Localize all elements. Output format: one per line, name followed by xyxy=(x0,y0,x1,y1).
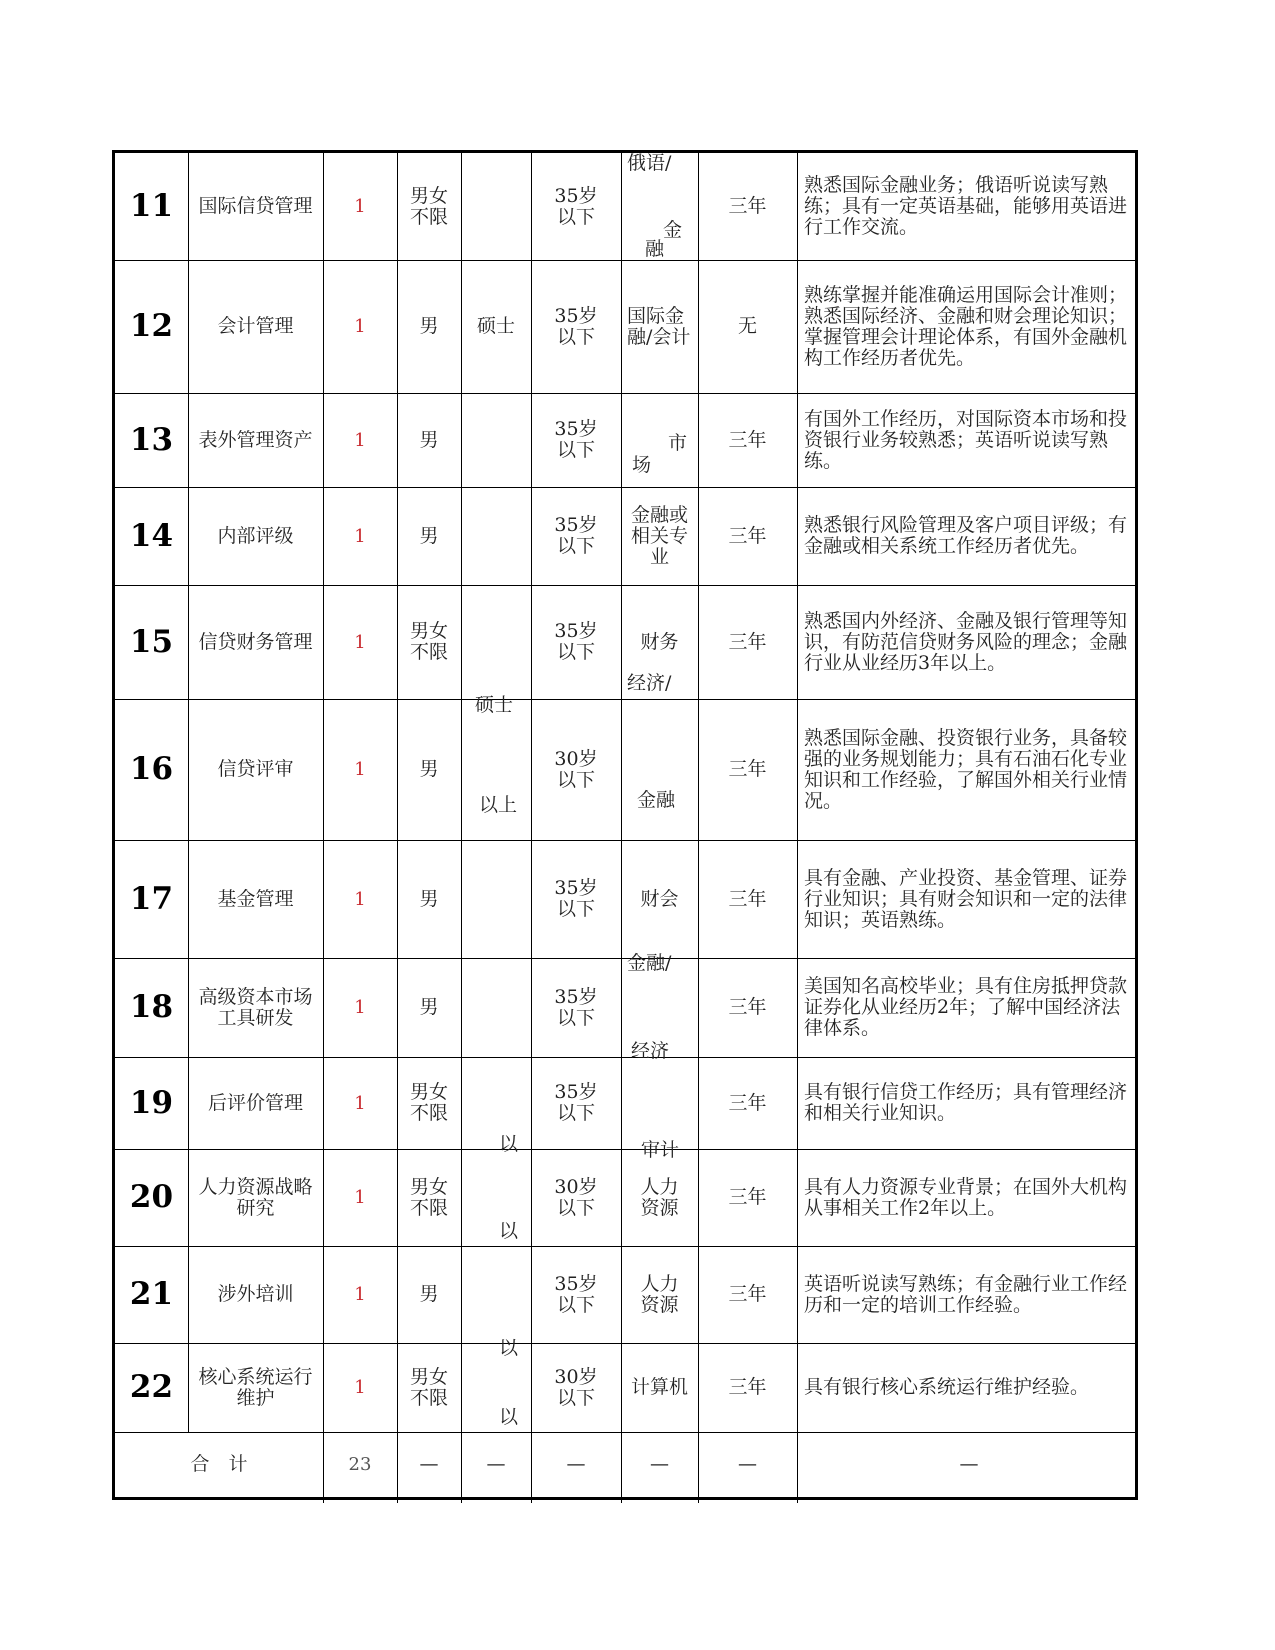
major-fragment: 金 xyxy=(663,219,683,241)
total-label: 合 计 xyxy=(190,1453,248,1475)
total-count: 23 xyxy=(348,1454,372,1475)
row-number: 20 xyxy=(129,1179,174,1215)
headcount: 1 xyxy=(354,1284,366,1305)
age-limit: 35岁以下 xyxy=(554,1272,598,1316)
requirements: 熟悉国内外经济、金融及银行管理等知识，有防范信贷财务风险的理念；金融行业从业经历3年以上。 xyxy=(804,609,1128,674)
row-number: 16 xyxy=(129,751,174,787)
row-number: 19 xyxy=(129,1084,174,1121)
headcount: 1 xyxy=(354,525,366,547)
age-limit: 35岁以下 xyxy=(554,985,598,1029)
total-major: — xyxy=(650,1453,669,1475)
requirements: 熟练掌握并能准确运用国际会计准则；熟悉国际经济、金融和财会理论知识；掌握管理会计理论体系，有国外金融机构工作经历者优先。 xyxy=(804,283,1128,369)
requirements: 具有金融、产业投资、基金管理、证券行业知识；具有财会知识和一定的法律知识；英语熟练。 xyxy=(804,866,1128,931)
major: 人力资源 xyxy=(640,1272,679,1316)
position-name: 人力资源战略研究 xyxy=(198,1175,313,1219)
headcount: 1 xyxy=(354,1187,366,1208)
major: 人力资源 xyxy=(640,1175,679,1219)
position-name: 信贷财务管理 xyxy=(198,630,313,653)
major-fragment: 市 xyxy=(668,432,688,454)
row-number: 15 xyxy=(129,623,174,660)
gender: 男 xyxy=(419,996,439,1018)
experience: 三年 xyxy=(728,630,767,653)
total-requirements: — xyxy=(959,1453,979,1475)
major: 国际金融/会计 xyxy=(627,304,691,348)
experience: 三年 xyxy=(728,1376,767,1398)
gender: 男女不限 xyxy=(409,1081,448,1124)
education-fragment: 以 xyxy=(499,1133,519,1155)
row-number: 11 xyxy=(129,188,174,224)
row-number: 22 xyxy=(129,1369,174,1405)
gender: 男 xyxy=(419,428,439,451)
headcount: 1 xyxy=(354,1092,366,1114)
position-name: 基金管理 xyxy=(217,887,294,910)
experience: 三年 xyxy=(728,428,767,451)
requirements: 熟悉国际金融、投资银行业务，具备较强的业务规划能力；具有石油石化专业知识和工作经验，了解国外相关行业情况。 xyxy=(804,726,1128,812)
row-number: 14 xyxy=(129,517,174,554)
position-name: 国际信贷管理 xyxy=(198,195,313,217)
experience: 三年 xyxy=(728,758,767,780)
total-education: — xyxy=(486,1453,506,1475)
education-fragment: 以上 xyxy=(479,794,518,816)
age-limit: 35岁以下 xyxy=(554,1081,598,1124)
headcount: 1 xyxy=(354,1377,366,1398)
position-name: 信贷评审 xyxy=(217,758,294,780)
age-limit: 35岁以下 xyxy=(554,304,598,348)
headcount: 1 xyxy=(354,997,366,1018)
position-name: 内部评级 xyxy=(217,524,294,547)
experience: 无 xyxy=(737,315,757,337)
position-name: 表外管理资产 xyxy=(198,428,313,451)
headcount: 1 xyxy=(354,196,366,217)
position-name: 后评价管理 xyxy=(207,1091,303,1114)
gender: 男 xyxy=(419,758,439,780)
major: 金融或相关专业 xyxy=(630,503,688,568)
position-name: 核心系统运行维护 xyxy=(198,1365,313,1409)
total-gender: — xyxy=(419,1453,439,1475)
row-number: 18 xyxy=(129,989,174,1025)
gender: 男女不限 xyxy=(409,1175,448,1219)
requirements: 熟悉国际金融业务；俄语听说读写熟练；具有一定英语基础，能够用英语进行工作交流。 xyxy=(804,174,1128,238)
education-fragment: 以 xyxy=(499,1337,519,1359)
age-limit: 30岁以下 xyxy=(554,1365,598,1409)
position-name: 高级资本市场工具研发 xyxy=(198,985,313,1029)
gender: 男女不限 xyxy=(409,1365,448,1409)
headcount: 1 xyxy=(354,429,366,451)
gender: 男 xyxy=(419,315,439,337)
education: 硕士 xyxy=(476,315,515,337)
major: 计算机 xyxy=(630,1376,688,1398)
gender: 男 xyxy=(419,1283,439,1305)
experience: 三年 xyxy=(728,1283,767,1305)
age-limit: 35岁以下 xyxy=(554,877,598,920)
age-limit: 35岁以下 xyxy=(554,514,598,557)
row-number: 17 xyxy=(129,880,174,917)
major-fragment: 场 xyxy=(632,454,652,476)
gender: 男 xyxy=(419,887,439,910)
major-fragment: 俄语/ xyxy=(627,152,672,174)
education-fragment: 以 xyxy=(499,1406,519,1428)
position-name: 会计管理 xyxy=(217,315,294,337)
headcount: 1 xyxy=(354,759,366,780)
major-fragment: 融 xyxy=(645,238,665,260)
age-limit: 35岁以下 xyxy=(554,620,598,663)
gender: 男女不限 xyxy=(409,620,448,663)
gender: 男女不限 xyxy=(409,184,448,228)
major-fragment: 经济 xyxy=(631,1040,670,1062)
requirements: 具有银行核心系统运行维护经验。 xyxy=(804,1376,1090,1398)
requirements: 熟悉银行风险管理及客户项目评级；有金融或相关系统工作经历者优先。 xyxy=(804,514,1128,557)
requirements: 有国外工作经历，对国际资本市场和投资银行业务较熟悉；英语听说读写熟练。 xyxy=(804,407,1128,472)
major-fragment: 经济/ xyxy=(627,672,672,694)
major-fragment: 金融/ xyxy=(627,952,672,974)
age-limit: 30岁以下 xyxy=(554,1175,598,1219)
education-fragment: 以 xyxy=(499,1220,519,1242)
age-limit: 35岁以下 xyxy=(554,418,598,461)
age-limit: 30岁以下 xyxy=(554,747,598,791)
experience: 三年 xyxy=(728,1091,767,1114)
experience: 三年 xyxy=(728,524,767,547)
recruitment-table xyxy=(112,150,1138,1500)
major-fragment: 金融 xyxy=(637,789,676,811)
major: 财会 xyxy=(640,887,679,910)
headcount: 1 xyxy=(354,888,366,910)
headcount: 1 xyxy=(354,631,366,653)
headcount: 1 xyxy=(354,316,366,337)
major-fragment: 审计 xyxy=(641,1139,680,1161)
experience: 三年 xyxy=(728,996,767,1018)
total-age: — xyxy=(566,1453,586,1475)
position-name: 涉外培训 xyxy=(217,1283,294,1305)
requirements: 具有银行信贷工作经历；具有管理经济和相关行业知识。 xyxy=(804,1081,1128,1124)
education-fragment: 硕士 xyxy=(475,694,514,716)
experience: 三年 xyxy=(728,195,767,217)
total-experience: — xyxy=(738,1453,757,1475)
experience: 三年 xyxy=(728,1186,767,1208)
row-number: 13 xyxy=(129,421,174,458)
requirements: 美国知名高校毕业；具有住房抵押贷款证券化从业经历2年；了解中国经济法律体系。 xyxy=(804,975,1128,1039)
requirements: 英语听说读写熟练；有金融行业工作经历和一定的培训工作经验。 xyxy=(804,1272,1128,1316)
major: 财务 xyxy=(640,630,679,653)
age-limit: 35岁以下 xyxy=(554,184,598,228)
requirements: 具有人力资源专业背景；在国外大机构从事相关工作2年以上。 xyxy=(804,1175,1128,1219)
row-number: 21 xyxy=(129,1276,174,1312)
gender: 男 xyxy=(419,524,439,547)
row-number: 12 xyxy=(129,308,174,344)
experience: 三年 xyxy=(728,887,767,910)
